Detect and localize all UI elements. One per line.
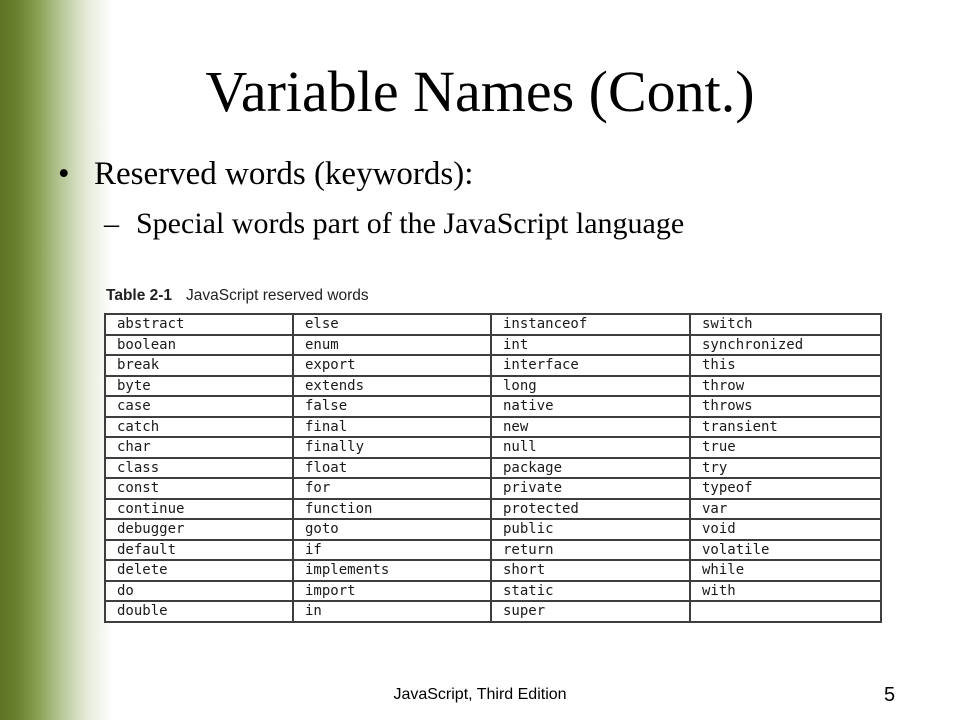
table-cell [690, 601, 881, 622]
table-cell: switch [690, 314, 881, 335]
table-cell: char [105, 437, 293, 458]
table-cell: interface [491, 355, 690, 376]
table-cell: case [105, 396, 293, 417]
table-cell: this [690, 355, 881, 376]
table-cell: boolean [105, 335, 293, 356]
table-cell: continue [105, 499, 293, 520]
table-cell: private [491, 478, 690, 499]
table-cell: throws [690, 396, 881, 417]
table-cell: static [491, 581, 690, 602]
table-cell: import [293, 581, 491, 602]
table-row [105, 581, 881, 602]
table-cell: true [690, 437, 881, 458]
table-cell: default [105, 540, 293, 561]
table-cell: abstract [105, 314, 293, 335]
table-row [105, 355, 881, 376]
table-cell: instanceof [491, 314, 690, 335]
table-cell: enum [293, 335, 491, 356]
table-cell: goto [293, 519, 491, 540]
table-cell: const [105, 478, 293, 499]
table-cell: delete [105, 560, 293, 581]
table-cell: class [105, 458, 293, 479]
table-cell: function [293, 499, 491, 520]
table-cell: long [491, 376, 690, 397]
table-cell: protected [491, 499, 690, 520]
table-cell: try [690, 458, 881, 479]
table-cell: for [293, 478, 491, 499]
table-row [105, 478, 881, 499]
table-cell: double [105, 601, 293, 622]
table-row [105, 560, 881, 581]
table-cell: public [491, 519, 690, 540]
table-cell: do [105, 581, 293, 602]
table-cell: native [491, 396, 690, 417]
table-caption-text: JavaScript reserved words [186, 287, 369, 304]
table-cell: package [491, 458, 690, 479]
table-cell: int [491, 335, 690, 356]
table-cell: final [293, 417, 491, 438]
table-cell: super [491, 601, 690, 622]
table-row [105, 458, 881, 479]
table-cell: if [293, 540, 491, 561]
table-cell: throw [690, 376, 881, 397]
bullet-marker: • [58, 156, 70, 192]
reserved-words-table [104, 313, 882, 623]
table-caption [106, 287, 369, 305]
table-cell: export [293, 355, 491, 376]
sub-bullet-marker: – [104, 207, 119, 240]
bullet-level-2 [104, 205, 684, 243]
table-cell: finally [293, 437, 491, 458]
table-cell: catch [105, 417, 293, 438]
bullet-level-1 [58, 154, 473, 194]
table-cell: short [491, 560, 690, 581]
table-number: Table 2-1 [106, 287, 173, 304]
table-cell: new [491, 417, 690, 438]
table-row [105, 540, 881, 561]
table-row [105, 601, 881, 622]
table-cell: else [293, 314, 491, 335]
page-number: 5 [884, 684, 896, 706]
slide-title: Variable Names (Cont.) [205, 59, 755, 124]
table-row [105, 314, 881, 335]
table-row [105, 519, 881, 540]
table-cell: var [690, 499, 881, 520]
table-cell: synchronized [690, 335, 881, 356]
table-cell: void [690, 519, 881, 540]
table-cell: debugger [105, 519, 293, 540]
table-cell: float [293, 458, 491, 479]
table-row [105, 335, 881, 356]
table-cell: extends [293, 376, 491, 397]
table-cell: transient [690, 417, 881, 438]
table-cell: break [105, 355, 293, 376]
sub-bullet-text: Special words part of the JavaScript language [136, 207, 685, 240]
table-cell: in [293, 601, 491, 622]
table-cell: null [491, 437, 690, 458]
table-row [105, 437, 881, 458]
table-cell: typeof [690, 478, 881, 499]
table-cell: volatile [690, 540, 881, 561]
table-row [105, 376, 881, 397]
table-cell: implements [293, 560, 491, 581]
table-row [105, 499, 881, 520]
table-row [105, 396, 881, 417]
table-cell: false [293, 396, 491, 417]
table-cell: return [491, 540, 690, 561]
reserved-words-table-body [105, 314, 881, 622]
footer-text: JavaScript, Third Edition [393, 686, 567, 703]
bullet-text: Reserved words (keywords): [94, 156, 474, 192]
table-cell: with [690, 581, 881, 602]
table-row [105, 417, 881, 438]
table-cell: while [690, 560, 881, 581]
table-cell: byte [105, 376, 293, 397]
